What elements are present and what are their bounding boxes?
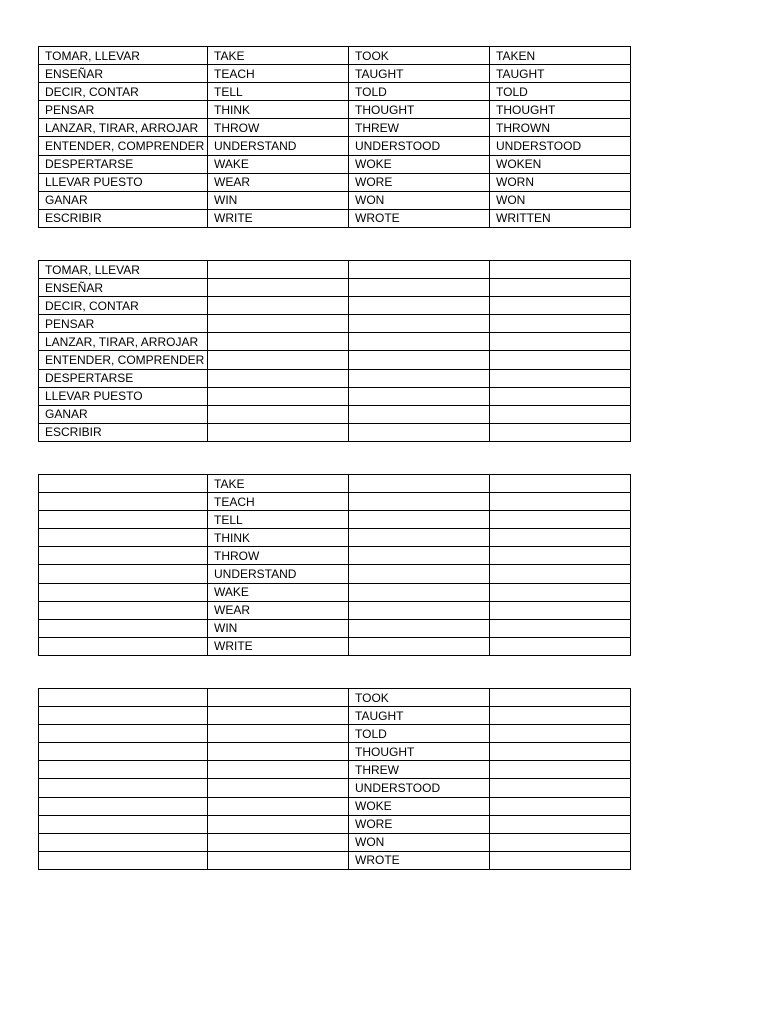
past-simple-cell: WON (349, 191, 490, 209)
base-form-cell: UNDERSTAND (208, 565, 349, 583)
past-simple-cell: WROTE (349, 209, 490, 227)
table-row (39, 797, 631, 815)
past-simple-cell: WORE (349, 815, 490, 833)
base-form-cell: THINK (208, 101, 349, 119)
table-row (39, 297, 631, 315)
past-participle-cell: WRITTEN (490, 209, 631, 227)
base-form-cell: THINK (208, 529, 349, 547)
spanish-meaning-cell (39, 583, 208, 601)
spanish-meaning-cell: TOMAR, LLEVAR (39, 47, 208, 65)
table-row (39, 707, 631, 725)
table-row (39, 47, 631, 65)
spanish-meaning-cell: ENSEÑAR (39, 279, 208, 297)
spanish-meaning-cell (39, 565, 208, 583)
past-participle-cell (490, 405, 631, 423)
base-form-cell (208, 279, 349, 297)
past-participle-cell (490, 297, 631, 315)
spanish-meaning-cell: LANZAR, TIRAR, ARROJAR (39, 333, 208, 351)
past-participle-cell (490, 637, 631, 655)
spanish-meaning-cell: ENSEÑAR (39, 65, 208, 83)
past-simple-cell: THOUGHT (349, 743, 490, 761)
past-participle-cell (490, 547, 631, 565)
past-simple-cell (349, 369, 490, 387)
past-participle-cell (490, 315, 631, 333)
base-form-cell (208, 423, 349, 441)
verb-table-body (39, 47, 631, 228)
past-simple-cell: TOOK (349, 689, 490, 707)
base-form-cell: WRITE (208, 637, 349, 655)
verb-table-body (39, 261, 631, 442)
base-form-cell (208, 351, 349, 369)
spanish-meaning-cell (39, 689, 208, 707)
table-row (39, 351, 631, 369)
table-row (39, 333, 631, 351)
base-form-cell: TAKE (208, 47, 349, 65)
base-form-cell (208, 797, 349, 815)
table-row (39, 387, 631, 405)
past-participle-cell: WORN (490, 173, 631, 191)
past-participle-cell (490, 333, 631, 351)
table-row (39, 743, 631, 761)
past-simple-cell (349, 261, 490, 279)
past-participle-cell: UNDERSTOOD (490, 137, 631, 155)
past-simple-cell (349, 637, 490, 655)
spanish-meaning-cell (39, 815, 208, 833)
past-participle-cell (490, 529, 631, 547)
past-simple-cell (349, 315, 490, 333)
past-simple-cell: TAUGHT (349, 707, 490, 725)
table-row (39, 565, 631, 583)
table-row (39, 851, 631, 869)
past-simple-cell: TOLD (349, 725, 490, 743)
past-simple-cell (349, 279, 490, 297)
table-row (39, 493, 631, 511)
verb-table-past-form-prompts (38, 688, 631, 870)
past-participle-cell (490, 761, 631, 779)
base-form-cell (208, 815, 349, 833)
spanish-meaning-cell: DESPERTARSE (39, 155, 208, 173)
past-simple-cell: WROTE (349, 851, 490, 869)
spanish-meaning-cell (39, 851, 208, 869)
table-row (39, 369, 631, 387)
spanish-meaning-cell: GANAR (39, 191, 208, 209)
past-simple-cell (349, 387, 490, 405)
table-row (39, 833, 631, 851)
past-participle-cell (490, 725, 631, 743)
spanish-meaning-cell: TOMAR, LLEVAR (39, 261, 208, 279)
past-participle-cell: THOUGHT (490, 101, 631, 119)
past-simple-cell: WORE (349, 173, 490, 191)
table-row (39, 261, 631, 279)
past-simple-cell: TOOK (349, 47, 490, 65)
base-form-cell: WIN (208, 619, 349, 637)
spanish-meaning-cell: LLEVAR PUESTO (39, 173, 208, 191)
base-form-cell (208, 689, 349, 707)
table-row (39, 405, 631, 423)
spanish-meaning-cell (39, 475, 208, 493)
past-participle-cell (490, 583, 631, 601)
past-participle-cell (490, 743, 631, 761)
past-simple-cell: TAUGHT (349, 65, 490, 83)
base-form-cell (208, 833, 349, 851)
table-row (39, 529, 631, 547)
past-participle-cell (490, 689, 631, 707)
table-row (39, 601, 631, 619)
base-form-cell (208, 761, 349, 779)
base-form-cell (208, 779, 349, 797)
table-row (39, 637, 631, 655)
table-row (39, 209, 631, 227)
past-participle-cell (490, 369, 631, 387)
table-row (39, 65, 631, 83)
past-participle-cell: WON (490, 191, 631, 209)
past-simple-cell (349, 297, 490, 315)
past-participle-cell (490, 511, 631, 529)
past-participle-cell (490, 619, 631, 637)
spanish-meaning-cell (39, 511, 208, 529)
table-row (39, 137, 631, 155)
table-row (39, 725, 631, 743)
spanish-meaning-cell: ENTENDER, COMPRENDER (39, 137, 208, 155)
verb-table-body (39, 689, 631, 870)
base-form-cell (208, 725, 349, 743)
past-simple-cell: THOUGHT (349, 101, 490, 119)
table-row (39, 101, 631, 119)
past-participle-cell (490, 423, 631, 441)
table-row (39, 689, 631, 707)
verb-table-base-form-prompts (38, 474, 631, 656)
past-participle-cell (490, 779, 631, 797)
base-form-cell: TELL (208, 511, 349, 529)
base-form-cell: TEACH (208, 65, 349, 83)
base-form-cell (208, 315, 349, 333)
table-row (39, 279, 631, 297)
past-participle-cell (490, 279, 631, 297)
spanish-meaning-cell: LLEVAR PUESTO (39, 387, 208, 405)
spanish-meaning-cell: ENTENDER, COMPRENDER (39, 351, 208, 369)
past-simple-cell (349, 351, 490, 369)
table-row (39, 815, 631, 833)
past-participle-cell: THROWN (490, 119, 631, 137)
table-row (39, 511, 631, 529)
spanish-meaning-cell (39, 833, 208, 851)
past-simple-cell (349, 405, 490, 423)
table-row (39, 119, 631, 137)
spanish-meaning-cell (39, 779, 208, 797)
past-simple-cell (349, 547, 490, 565)
past-participle-cell (490, 601, 631, 619)
base-form-cell (208, 851, 349, 869)
past-simple-cell (349, 529, 490, 547)
past-participle-cell: WOKEN (490, 155, 631, 173)
base-form-cell (208, 387, 349, 405)
past-simple-cell: THREW (349, 761, 490, 779)
past-simple-cell: WOKE (349, 155, 490, 173)
base-form-cell: WRITE (208, 209, 349, 227)
past-simple-cell: WOKE (349, 797, 490, 815)
spanish-meaning-cell: LANZAR, TIRAR, ARROJAR (39, 119, 208, 137)
base-form-cell: THROW (208, 119, 349, 137)
spanish-meaning-cell (39, 601, 208, 619)
table-row (39, 547, 631, 565)
spanish-meaning-cell: ESCRIBIR (39, 209, 208, 227)
past-simple-cell (349, 601, 490, 619)
base-form-cell: WEAR (208, 173, 349, 191)
table-row (39, 475, 631, 493)
spanish-meaning-cell: DECIR, CONTAR (39, 83, 208, 101)
table-row (39, 423, 631, 441)
past-simple-cell (349, 423, 490, 441)
past-simple-cell (349, 583, 490, 601)
verb-table-spanish-prompts (38, 260, 631, 442)
past-simple-cell: UNDERSTOOD (349, 779, 490, 797)
base-form-cell (208, 333, 349, 351)
past-participle-cell (490, 261, 631, 279)
table-row (39, 155, 631, 173)
past-participle-cell (490, 797, 631, 815)
past-participle-cell: TOLD (490, 83, 631, 101)
base-form-cell (208, 369, 349, 387)
spanish-meaning-cell (39, 493, 208, 511)
base-form-cell: UNDERSTAND (208, 137, 349, 155)
table-row (39, 315, 631, 333)
base-form-cell: TELL (208, 83, 349, 101)
base-form-cell (208, 707, 349, 725)
spanish-meaning-cell: ESCRIBIR (39, 423, 208, 441)
base-form-cell (208, 261, 349, 279)
table-row (39, 191, 631, 209)
past-participle-cell (490, 565, 631, 583)
past-simple-cell (349, 511, 490, 529)
base-form-cell (208, 743, 349, 761)
spanish-meaning-cell: PENSAR (39, 315, 208, 333)
base-form-cell: TAKE (208, 475, 349, 493)
spanish-meaning-cell: GANAR (39, 405, 208, 423)
past-simple-cell (349, 493, 490, 511)
past-participle-cell (490, 815, 631, 833)
table-row (39, 761, 631, 779)
spanish-meaning-cell (39, 529, 208, 547)
past-participle-cell: TAUGHT (490, 65, 631, 83)
base-form-cell: WAKE (208, 583, 349, 601)
base-form-cell: WIN (208, 191, 349, 209)
spanish-meaning-cell: DECIR, CONTAR (39, 297, 208, 315)
past-simple-cell: WON (349, 833, 490, 851)
spanish-meaning-cell (39, 547, 208, 565)
spanish-meaning-cell: DESPERTARSE (39, 369, 208, 387)
table-row (39, 173, 631, 191)
past-simple-cell (349, 475, 490, 493)
past-participle-cell (490, 833, 631, 851)
base-form-cell: THROW (208, 547, 349, 565)
past-participle-cell: TAKEN (490, 47, 631, 65)
base-form-cell: WEAR (208, 601, 349, 619)
past-participle-cell (490, 851, 631, 869)
past-simple-cell (349, 565, 490, 583)
past-simple-cell: TOLD (349, 83, 490, 101)
base-form-cell (208, 405, 349, 423)
spanish-meaning-cell (39, 743, 208, 761)
spanish-meaning-cell (39, 637, 208, 655)
past-participle-cell (490, 351, 631, 369)
past-participle-cell (490, 475, 631, 493)
past-simple-cell: UNDERSTOOD (349, 137, 490, 155)
verb-table-body (39, 475, 631, 656)
table-row (39, 583, 631, 601)
spanish-meaning-cell (39, 619, 208, 637)
spanish-meaning-cell (39, 761, 208, 779)
spanish-meaning-cell (39, 725, 208, 743)
spanish-meaning-cell (39, 797, 208, 815)
past-participle-cell (490, 493, 631, 511)
spanish-meaning-cell: PENSAR (39, 101, 208, 119)
table-row (39, 779, 631, 797)
past-simple-cell (349, 333, 490, 351)
verb-table-complete (38, 46, 631, 228)
base-form-cell (208, 297, 349, 315)
base-form-cell: WAKE (208, 155, 349, 173)
past-participle-cell (490, 707, 631, 725)
table-row (39, 83, 631, 101)
base-form-cell: TEACH (208, 493, 349, 511)
spanish-meaning-cell (39, 707, 208, 725)
past-simple-cell (349, 619, 490, 637)
past-simple-cell: THREW (349, 119, 490, 137)
table-row (39, 619, 631, 637)
past-participle-cell (490, 387, 631, 405)
